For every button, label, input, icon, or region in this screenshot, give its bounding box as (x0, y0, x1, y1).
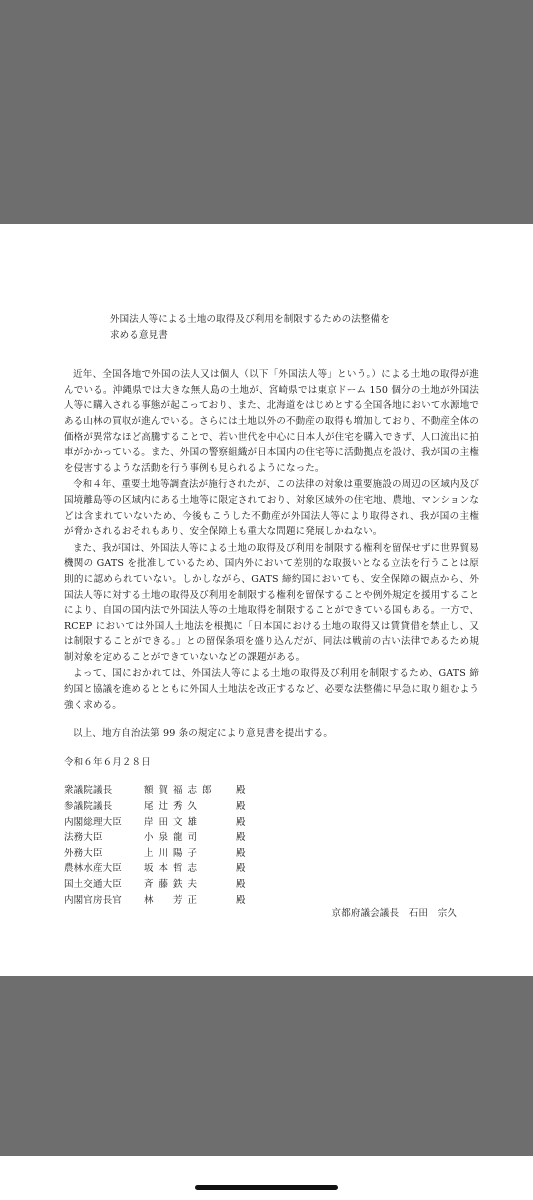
recipient-name: 上川陽子 (144, 847, 203, 859)
recipient-name: 岸田文雄 (144, 816, 203, 828)
home-area (0, 1156, 533, 1200)
recipient-title: 参議院議長 (64, 801, 113, 813)
recipient-row (64, 783, 479, 799)
recipient-honorific: 殿 (236, 785, 246, 797)
paragraph-4: よって、国におかれては、外国法人等による土地の取得及び利用を制限するため、GATS 締約国と協議を進めるとともに外国人土地法を改正するなど、必要な法整備に早急に取り組むよう強く求める。 (64, 668, 479, 711)
recipient-row (64, 830, 479, 846)
recipient-row (64, 815, 479, 831)
recipient-title: 内閣総理大臣 (64, 816, 122, 828)
recipient-title: 外務大臣 (64, 847, 103, 859)
recipient-name: 坂本哲志 (144, 863, 203, 875)
recipient-name: 尾辻秀久 (144, 801, 203, 813)
opinion-document (64, 312, 479, 922)
recipient-row (64, 877, 479, 893)
recipient-name: 小泉龍司 (144, 832, 203, 844)
bottom-gray-band (0, 976, 533, 1156)
recipient-name: 斉藤鉄夫 (144, 879, 203, 890)
top-gray-band (0, 0, 533, 224)
recipient-honorific: 殿 (236, 847, 246, 859)
recipient-list (64, 783, 479, 908)
recipient-title: 衆議院議長 (64, 785, 113, 797)
sender-signature: 京都府議会議長 石田 宗久 (331, 908, 457, 920)
recipient-title: 農林水産大臣 (64, 863, 122, 875)
title-line-2: 求める意見書 (110, 329, 168, 341)
recipient-honorific: 殿 (236, 863, 246, 875)
home-indicator[interactable] (195, 1185, 338, 1190)
document-date: 令和６年６月２８日 (64, 756, 151, 768)
closing-statement: 以上、地方自治法第 99 条の規定により意見書を提出する。 (73, 728, 333, 740)
recipient-name: 林 芳正 (144, 894, 203, 906)
recipient-row (64, 846, 479, 862)
recipient-honorific: 殿 (236, 801, 246, 813)
recipient-honorific: 殿 (236, 879, 246, 890)
recipient-honorific: 殿 (236, 832, 246, 844)
title-line-1: 外国法人等による土地の取得及び利用を制限するための法整備を (110, 314, 390, 325)
paragraph-3: また、我が国は、外国法人等による土地の取得及び利用を制限する権利を留保せずに世界貿易機関の GATS を批准しているため、国内外において差別的な取扱いとなる立法を行うことは原則的に認められていない。しかしながら、GATS 締約国においても、安全保障の観点から、外国法人等に対する土地の取得及び利用を制限する権利を留保することや例外規定を援用することにより、自国の国内法で外国法人等の土地取得を制限することができている国もある。一方で、RCEP においては外国人土地法を根拠に「日本国における土地の取得又は賃貸借を禁止し、又は制限することができる。」との留保条項を盛り込んだが、同法は戦前の古い法律であるため規制対象を定めることができていないなどの課題がある。 (64, 542, 479, 663)
recipient-title: 法務大臣 (64, 832, 103, 844)
recipient-name: 額賀福志郎 (144, 785, 217, 797)
recipient-row (64, 799, 479, 815)
paragraph-1: 近年、全国各地で外国の法人又は個人（以下「外国法人等」という。）による土地の取得が進んでいる。沖縄県では大きな無人島の土地が、宮崎県では東京ドーム 150 個分の土地が外国法人等に購入される事態が起こっており、また、北海道をはじめとする全国各地において水源地である山林の買収が進んでいる。さらには土地以外の不動産の取得も増加しており、不動産全体の価格が異常なほど高騰することで、若い世代を中心に日本人が住宅を購入できず、人口流出に拍車がかかっている。また、外国の警察組織が日本国内の住宅等に活動拠点を設け、我が国の主権を侵害するような活動を行う事例も見られるようになった。 (64, 369, 479, 474)
recipient-honorific: 殿 (236, 816, 246, 828)
recipient-row (64, 861, 479, 877)
recipient-title: 内閣官房長官 (64, 894, 122, 906)
recipient-title: 国土交通大臣 (64, 879, 122, 890)
document-title (110, 312, 479, 343)
paragraph-2: 令和４年、重要土地等調査法が施行されたが、この法律の対象は重要施設の周辺の区域内及び国境離島等の区域内にある土地等に限定されており、対象区域外の住宅地、農地、マンションなどは含まれていないため、今後もこうした不動産が外国法人等により取得され、我が国の主権が脅かされるおそれもあり、安全保障上も重大な問題に発展しかねない。 (64, 479, 479, 538)
recipient-honorific: 殿 (236, 894, 246, 906)
